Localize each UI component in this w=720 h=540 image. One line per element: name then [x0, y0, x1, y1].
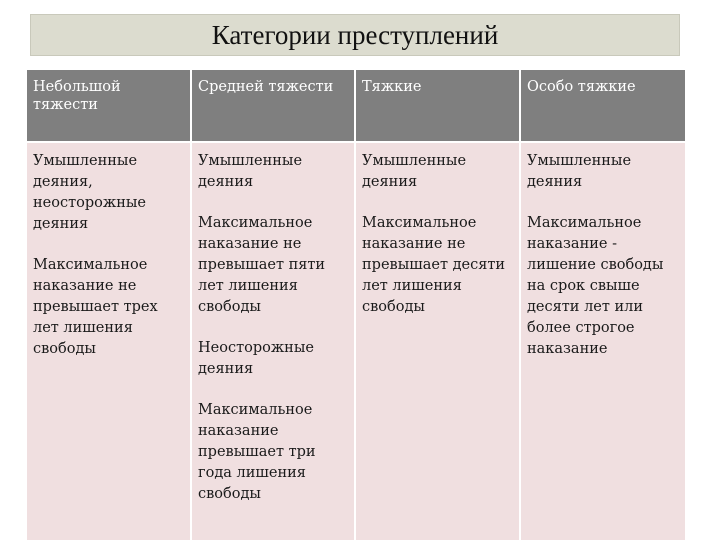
cell-grave — [355, 142, 520, 540]
cell-minor — [27, 142, 191, 540]
cell-paragraph: Неосторожные деяния — [198, 340, 314, 378]
cell-medium — [191, 142, 355, 540]
table-header-row — [27, 70, 685, 142]
slide-title: Категории преступлений — [30, 14, 680, 56]
cell-paragraph: Умышленные деяния — [198, 153, 303, 191]
cell-paragraph: Умышленные деяния — [362, 153, 467, 191]
header-medium: Средней тяжести — [191, 70, 355, 142]
crime-categories-table — [27, 70, 685, 540]
cell-especially-grave — [520, 142, 685, 540]
cell-paragraph: Максимальное наказание не превышает десяти лет лишения свободы — [362, 215, 506, 316]
cell-paragraph: Максимальное наказание - лишение свободы на срок свыше десяти лет или более строгое наказание — [527, 215, 664, 358]
header-grave: Тяжкие — [355, 70, 520, 142]
cell-paragraph: Умышленные деяния — [527, 153, 632, 191]
header-especially-grave: Особо тяжкие — [520, 70, 685, 142]
table-body-row — [27, 142, 685, 540]
cell-paragraph: Максимальное наказание не превышает трех лет лишения свободы — [33, 257, 158, 358]
cell-paragraph: Максимальное наказание превышает три года лишения свободы — [198, 402, 316, 503]
header-minor: Небольшой тяжести — [27, 70, 191, 142]
cell-paragraph: Умышленные деяния, неосторожные деяния — [33, 153, 146, 233]
cell-paragraph: Максимальное наказание не превышает пяти лет лишения свободы — [198, 215, 326, 316]
